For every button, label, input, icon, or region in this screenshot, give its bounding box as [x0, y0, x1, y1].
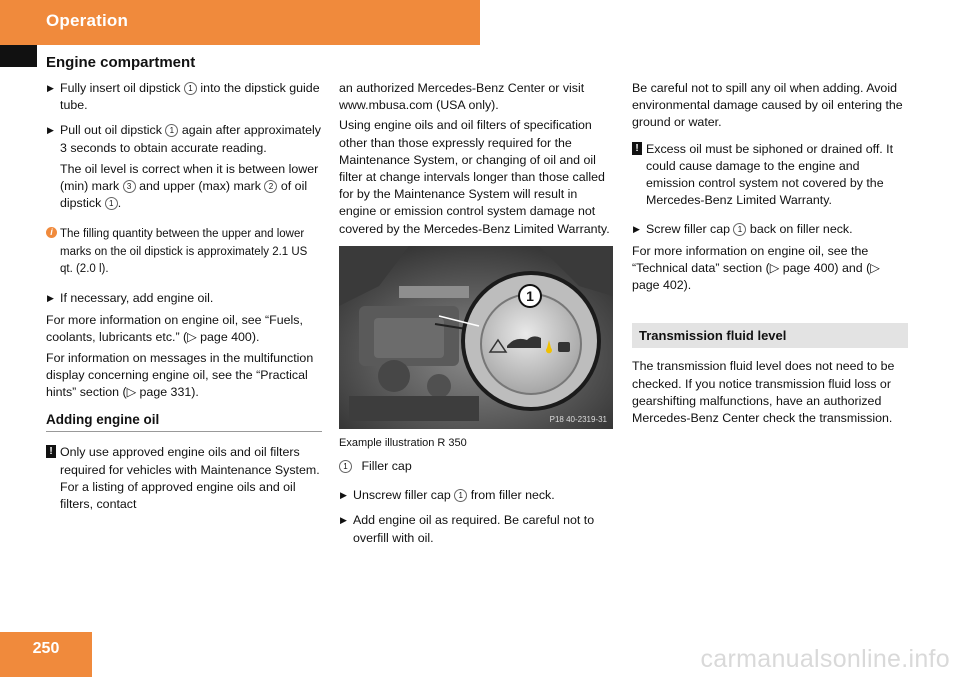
column-1: [46, 80, 322, 521]
warning-icon: !: [46, 445, 56, 458]
adding-engine-oil-heading: Adding engine oil: [46, 411, 322, 432]
info-note: i The filling quantity between the upper and lower marks on the oil dipstick is approximately 2.1 US qt. (2.0 l).: [46, 226, 322, 278]
ref-marker: 3: [123, 180, 136, 193]
technical-data-note: For more information on engine oil, see the “Technical data” section (▷ page 400) and (▷ page 402).: [632, 243, 880, 293]
more-info-messages: For information on messages in the multifunction display concerning engine oil, see the “Practical hints” section (▷ page 331).: [46, 350, 314, 400]
step-arrow-icon: ▶: [47, 293, 54, 304]
ref-marker: 1: [454, 489, 467, 502]
column-3: [632, 80, 908, 435]
header-tab-marker: [0, 45, 37, 67]
step-add-oil: ▶ If necessary, add engine oil.: [46, 290, 322, 307]
photo-callout-number: 1: [526, 287, 534, 304]
ref-marker: 1: [105, 197, 118, 210]
section-title: Operation: [46, 11, 129, 30]
engine-illustration: [339, 246, 613, 429]
step-add-as-required: ▶ Add engine oil as required. Be careful not to overfill with oil.: [340, 513, 595, 545]
warning-continuation: an authorized Mercedes-Benz Center or visit www.mbusa.com (USA only).: [339, 81, 585, 113]
transmission-text: The transmission fluid level does not need to be checked. If you notice transmission fluid loss or gearshifting malfunctions, have an authorized Mercedes-Benz Center check the transmission.: [632, 359, 895, 426]
step-arrow-icon: ▶: [340, 515, 347, 526]
step-screw-cap: ▶ Screw filler cap 1 back on filler neck.: [632, 221, 908, 238]
watermark: carmanualsonline.info: [700, 645, 950, 673]
ref-marker: 1: [165, 124, 178, 137]
more-info-engine-oil: For more information on engine oil, see “Fuels, coolants, lubricants etc.” (▷ page 400).: [46, 313, 303, 345]
column-2: [339, 80, 615, 555]
oil-level-explanation: The oil level is correct when it is between lower (min) mark 3 and upper (max) mark 2 of oil dipstick 1 .: [60, 161, 319, 211]
legend-marker: 1: [339, 460, 352, 473]
transmission-heading: Transmission fluid level: [632, 323, 908, 348]
step-pull-dipstick: ▶ Pull out oil dipstick 1 again after approximately 3 seconds to obtain accurate reading.: [47, 123, 321, 155]
warning-continuation-2: Using engine oils and oil filters of specification other than those expressly required for the Maintenance System, or changing of oil and oil filter at change intervals longer than those called for by the Maintenance System will result in engine or emission control system damage not covered by the Mercedes-Benz Limited Warranty.: [339, 118, 610, 236]
step-arrow-icon: ▶: [47, 125, 54, 136]
careful-note: Be careful not to spill any oil when adding. Avoid environmental damage caused by oil entering the ground or water.: [632, 81, 903, 130]
subsection-title: Engine compartment: [46, 54, 196, 71]
ref-marker: 1: [184, 82, 197, 95]
page-number: 250: [32, 640, 60, 657]
photo-code: P18 40-2319-31: [549, 414, 607, 424]
ref-marker: 1: [733, 223, 746, 236]
step-unscrew-cap: ▶ Unscrew filler cap 1 from filler neck.: [339, 487, 615, 504]
figure-legend: 1 Filler cap: [339, 458, 615, 475]
step-arrow-icon: ▶: [633, 224, 640, 235]
warning-note: ! Only use approved engine oils and oil filters required for vehicles with Maintenance System. For a listing of approved engine oils and oil filters, contact: [46, 444, 322, 513]
step-insert-dipstick: ▶ Fully insert oil dipstick 1 into the dipstick guide tube.: [47, 81, 320, 113]
step-arrow-icon: ▶: [340, 490, 347, 501]
figure-caption: Example illustration R 350: [339, 436, 467, 449]
info-icon: i: [46, 227, 57, 238]
engine-photo: [339, 246, 613, 429]
excess-oil-warning: ! Excess oil must be siphoned or drained off. It could cause damage to the engine and emission control system not covered by the Mercedes-Benz Limited Warranty.: [632, 141, 908, 210]
step-arrow-icon: ▶: [47, 83, 54, 93]
warning-icon: !: [632, 142, 642, 155]
ref-marker: 2: [264, 180, 277, 193]
